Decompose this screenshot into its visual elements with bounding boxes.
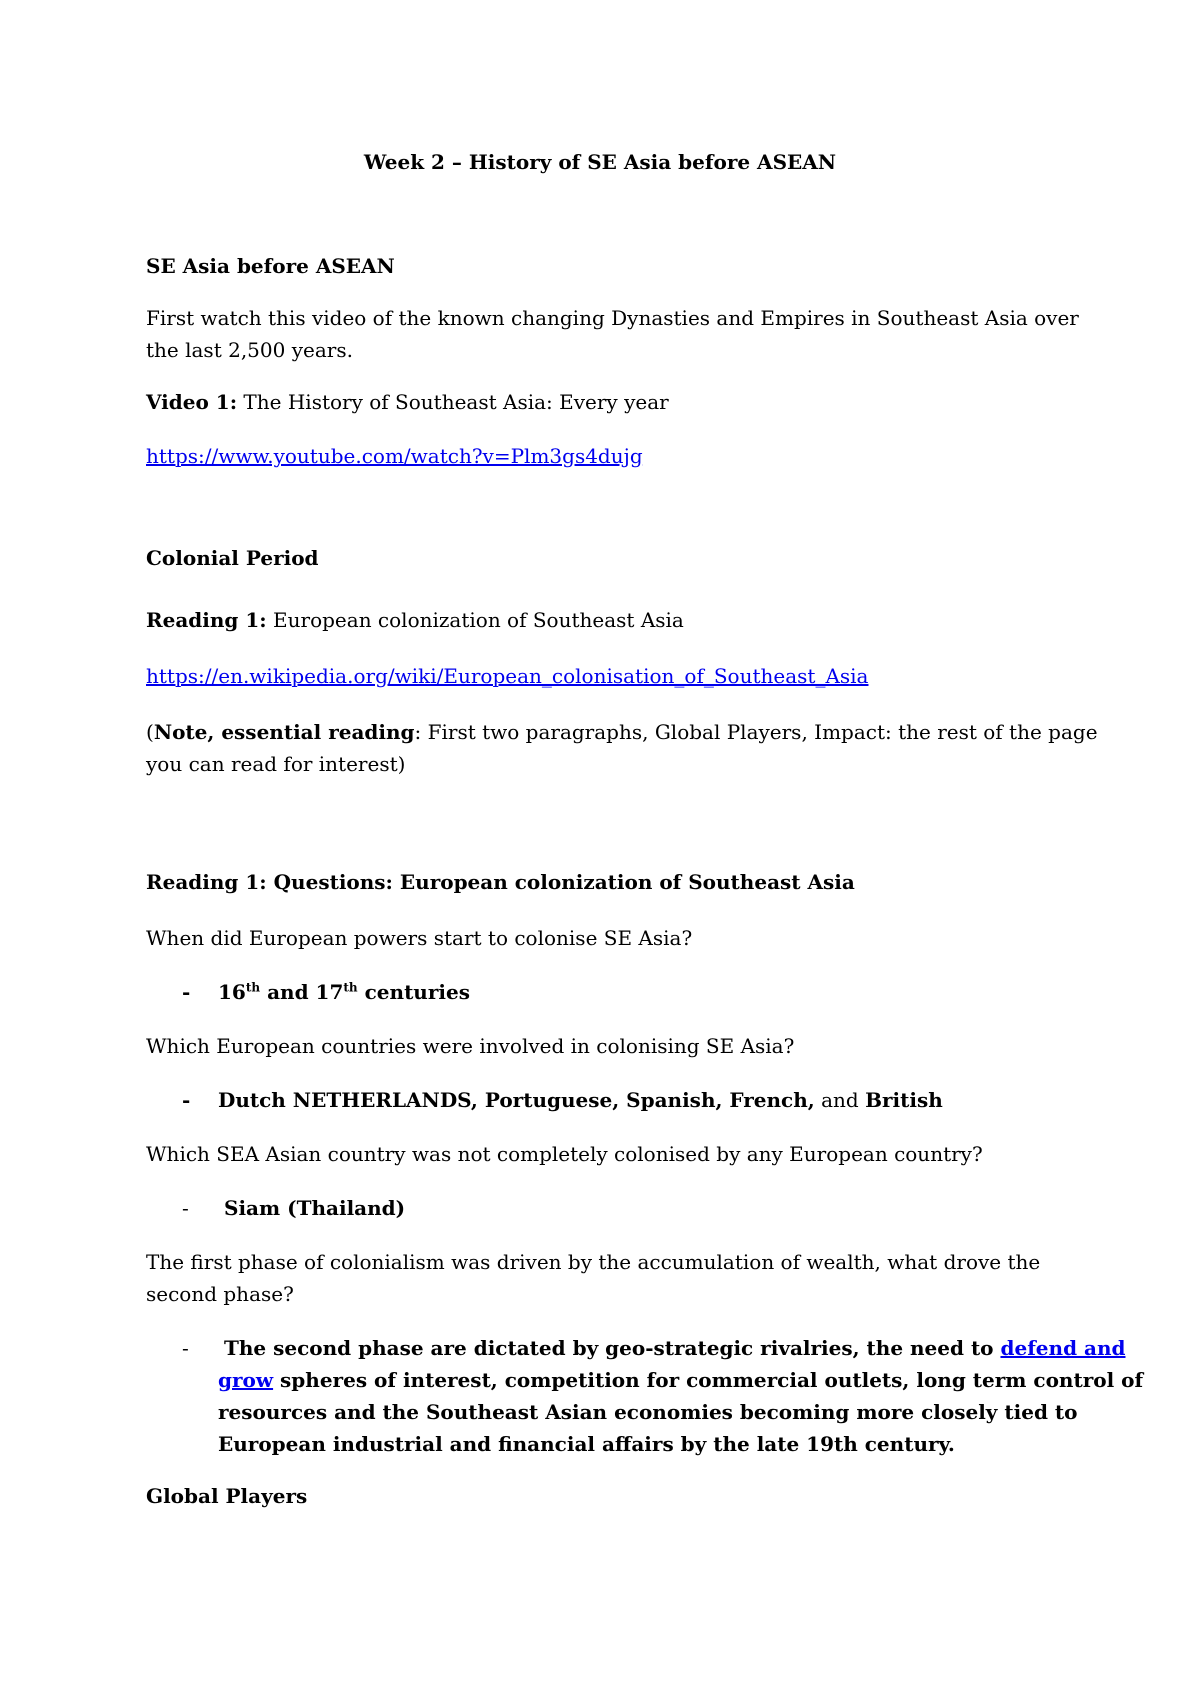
questions-heading: Reading 1: Questions: European colonization of Southeast Asia [146, 870, 855, 894]
question-3: Which SEA Asian country was not completely colonised by any European country? [146, 1142, 983, 1166]
answer-2-and: and [814, 1088, 866, 1112]
answer-4-line-1-text: The second phase are dictated by geo-strategic rivalries, the need to [224, 1336, 1001, 1360]
reading-link[interactable]: https://en.wikipedia.org/wiki/European_colonisation_of_Southeast_Asia [146, 664, 869, 688]
question-1: When did European powers start to colonise SE Asia? [146, 926, 693, 950]
bullet-dash-1: - [182, 980, 191, 1004]
reading-entry [146, 604, 1066, 636]
answer-2-countries: Dutch NETHERLANDS, Portuguese, Spanish, French, [218, 1088, 815, 1112]
answer-4-line-2-text: spheres of interest, competition for commercial outlets, long term control of [273, 1368, 1144, 1392]
section-heading-global-players: Global Players [146, 1484, 308, 1508]
question-4-line-1: The first phase of colonialism was driven by the accumulation of wealth, what drove the [146, 1250, 1041, 1274]
answer-3: Siam (Thailand) [224, 1196, 406, 1220]
note-open-paren: ( [146, 720, 154, 744]
section-heading-se-asia: SE Asia before ASEAN [146, 254, 395, 278]
reading-link-row [146, 660, 1066, 692]
video-link-row [146, 440, 1066, 472]
answer-1-sup-1: th [245, 980, 261, 995]
answer-4-link-part-1[interactable]: defend and [1000, 1336, 1126, 1360]
reading-title: European colonization of Southeast Asia [266, 608, 684, 632]
answer-4-line-1 [224, 1332, 1126, 1364]
answer-4-line-4: European industrial and financial affairs by the late 19th century. [218, 1432, 955, 1456]
answer-4-line-3: resources and the Southeast Asian economies becoming more closely tied to [218, 1400, 1078, 1424]
video-entry [146, 386, 1066, 418]
answer-1 [218, 976, 1068, 1008]
answer-1-sup-2: th [343, 980, 358, 995]
bullet-dash-3: - [182, 1196, 189, 1220]
answer-1-part-3: centuries [357, 980, 470, 1004]
note-bold-label: Note, essential reading [153, 720, 415, 744]
answer-2 [218, 1084, 1068, 1116]
reading-label: Reading 1: [146, 608, 267, 632]
question-4-line-2: second phase? [146, 1282, 294, 1306]
bullet-dash-4: - [182, 1336, 189, 1360]
video-title: The History of Southeast Asia: Every year [237, 390, 669, 414]
question-2: Which European countries were involved in colonising SE Asia? [146, 1034, 795, 1058]
answer-4-link-part-2[interactable]: grow [218, 1368, 274, 1392]
answer-1-part-2: and 17 [260, 980, 344, 1004]
note-line-2: you can read for interest) [146, 752, 406, 776]
page-title: Week 2 – History of SE Asia before ASEAN [363, 150, 837, 174]
intro-text-line-1: First watch this video of the known changing Dynasties and Empires in Southeast Asia over [146, 306, 1079, 330]
answer-4-line-2 [218, 1364, 1144, 1396]
video-label: Video 1: [146, 390, 238, 414]
section-heading-colonial-period: Colonial Period [146, 546, 319, 570]
answer-2-last-country: British [865, 1088, 943, 1112]
video-link[interactable]: https://www.youtube.com/watch?v=Plm3gs4dujg [146, 444, 643, 468]
bullet-dash-2: - [182, 1088, 191, 1112]
note-line-1-rest: : First two paragraphs, Global Players, Impact: the rest of the page [414, 720, 1098, 744]
note-line-1 [146, 716, 1098, 748]
answer-1-part-1: 16 [218, 980, 246, 1004]
intro-text-line-2: the last 2,500 years. [146, 338, 353, 362]
